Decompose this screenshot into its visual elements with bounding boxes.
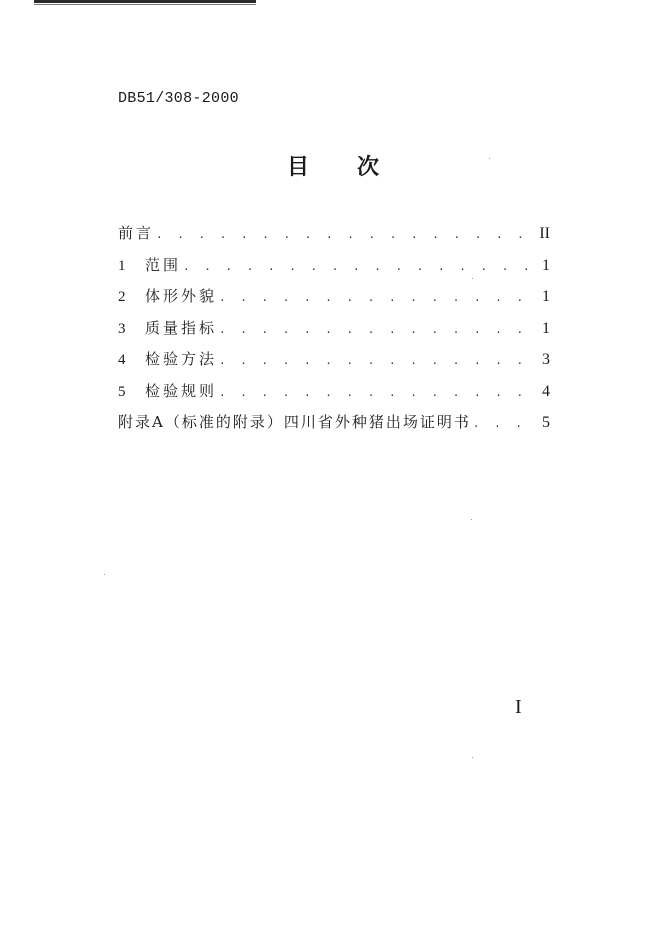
toc-leader-dots	[219, 354, 534, 367]
toc-entry-page: 5	[542, 414, 550, 431]
toc-leader-dots	[219, 291, 534, 304]
toc-entry-label: 检验规则	[145, 381, 218, 400]
toc-entry-page: 1	[542, 319, 550, 337]
toc-entry-quality-indicators[interactable]	[118, 317, 550, 349]
toc-leader-dots	[219, 386, 534, 399]
toc-entry-label: 范围	[145, 255, 182, 274]
toc-entry-label: 质量指标	[145, 318, 218, 337]
toc-entry-appendix-a[interactable]	[118, 411, 550, 443]
toc-entry-page: 3	[542, 351, 550, 368]
scan-speck	[471, 519, 472, 520]
page-number: I	[515, 696, 522, 718]
toc-entry-foreword[interactable]	[118, 222, 550, 254]
toc-entry-number: 2	[118, 289, 126, 305]
scan-speck	[104, 574, 105, 575]
header-rule	[34, 0, 256, 3]
scan-speck	[489, 158, 490, 159]
toc-entry-label: 前言	[118, 224, 155, 242]
scan-speck	[472, 757, 473, 758]
toc-entry-scope[interactable]	[118, 254, 550, 286]
toc-leader-dots	[156, 228, 534, 241]
toc-entry-number: 4	[118, 352, 126, 368]
document-code: DB51/308-2000	[118, 90, 239, 107]
toc-title-char: 次	[357, 155, 380, 180]
toc-title-char: 目	[286, 155, 309, 180]
scan-speck	[472, 278, 473, 279]
toc-title	[0, 150, 666, 181]
toc-entry-test-methods[interactable]	[118, 348, 550, 380]
toc-entry-number: 1	[118, 257, 126, 274]
toc-entry-number: 5	[118, 383, 126, 400]
toc-entry-page: 1	[542, 256, 550, 274]
toc-entry-appearance[interactable]	[118, 285, 550, 317]
toc-entry-label: 附录A（标准的附录）四川省外种猪出场证明书	[118, 413, 471, 431]
toc-entry-label: 检验方法	[145, 350, 218, 368]
toc-entry-number: 3	[118, 320, 126, 337]
toc-entry-inspection-rules[interactable]	[118, 380, 550, 412]
table-of-contents	[118, 222, 550, 443]
toc-leader-dots	[219, 323, 534, 336]
toc-entry-page: II	[539, 225, 550, 242]
toc-entry-page: 1	[542, 288, 550, 305]
header-rule-thin	[34, 4, 256, 5]
toc-entry-label: 体形外貌	[145, 287, 218, 305]
toc-entry-page: 4	[542, 382, 550, 400]
toc-leader-dots	[473, 417, 534, 430]
toc-leader-dots	[183, 260, 534, 273]
